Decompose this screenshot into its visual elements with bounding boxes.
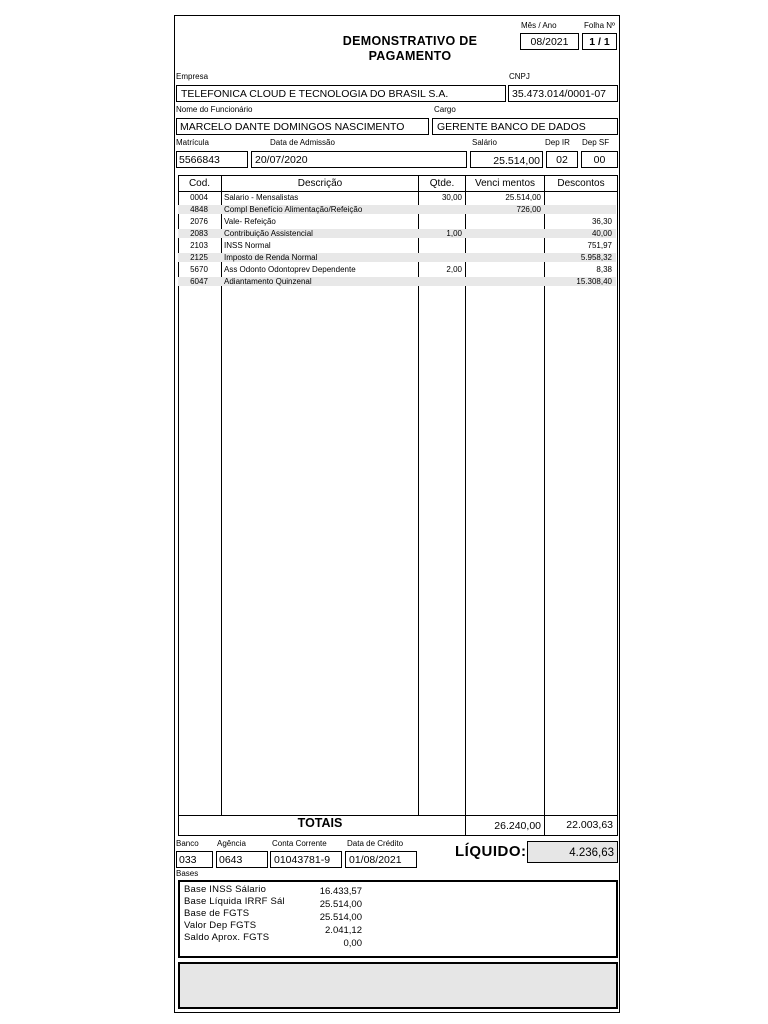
row-desc: Compl Benefício Alimentação/Refeição — [224, 205, 363, 214]
base-item-value: 25.514,00 — [319, 912, 362, 923]
row-desc: Imposto de Renda Normal — [224, 253, 318, 262]
col-header-descontos: Descontos — [557, 178, 605, 189]
conta-label: Conta Corrente — [272, 839, 327, 848]
cargo-box — [432, 118, 618, 135]
row-cod: 6047 — [190, 277, 208, 286]
admissao-value: 20/07/2020 — [255, 154, 308, 166]
banco-label: Banco — [176, 839, 199, 848]
row-qtd: 2,00 — [446, 265, 462, 274]
row-qtd: 30,00 — [441, 193, 462, 202]
matricula-label: Matrícula — [176, 138, 209, 147]
conta-box — [270, 851, 342, 868]
dep-sf-label: Dep SF — [582, 138, 610, 147]
base-item-label: Base de FGTS — [184, 908, 250, 919]
row-cod: 2076 — [190, 217, 208, 226]
dep-ir-box — [546, 151, 578, 168]
base-item-value: 0,00 — [343, 938, 362, 949]
matricula-value: 5566843 — [179, 154, 220, 166]
table-row — [178, 193, 616, 202]
cnpj-label: CNPJ — [509, 72, 530, 81]
row-descontos: 5.958,32 — [580, 253, 612, 262]
banco-box — [176, 851, 213, 868]
row-descontos: 40,00 — [591, 229, 612, 238]
row-descontos: 36,30 — [591, 217, 612, 226]
table-header-divider — [178, 191, 618, 192]
table-row — [178, 217, 616, 226]
row-desc: Ass Odonto Odontoprev Dependente — [224, 265, 356, 274]
base-item-label: Base Líquida IRRF Sál — [184, 896, 285, 907]
nome-value: MARCELO DANTE DOMINGOS NASCIMENTO — [180, 121, 405, 133]
cargo-value: GERENTE BANCO DE DADOS — [437, 121, 586, 133]
row-desc: INSS Normal — [224, 241, 271, 250]
mes-ano-value: 08/2021 — [530, 36, 569, 48]
folha-label: Folha Nº — [584, 21, 615, 30]
empresa-label: Empresa — [176, 72, 209, 81]
row-cod: 2083 — [190, 229, 208, 238]
cnpj-box — [508, 85, 618, 102]
mes-ano-label: Mês / Ano — [521, 21, 557, 30]
col-header-descricao: Descrição — [297, 178, 343, 189]
nome-box — [176, 118, 429, 135]
row-qtd: 1,00 — [446, 229, 462, 238]
row-descontos: 8,38 — [596, 265, 612, 274]
col-header-cod: Cod. — [188, 178, 211, 189]
base-item-label: Base INSS Sálario — [184, 884, 267, 895]
admissao-box — [251, 151, 467, 168]
total-vencimentos: 26.240,00 — [494, 820, 541, 832]
salario-label: Salário — [472, 138, 497, 147]
base-item-value: 2.041,12 — [325, 925, 362, 936]
empresa-value: TELEFONICA CLOUD E TECNOLOGIA DO BRASIL S.A. — [181, 88, 449, 100]
dep-ir-value: 02 — [556, 154, 568, 166]
cnpj-value: 35.473.014/0001-07 — [512, 88, 607, 100]
col-header-qtde: Qtde. — [429, 178, 455, 189]
dep-sf-box — [581, 151, 618, 168]
table-row — [178, 229, 616, 238]
table-row — [178, 205, 616, 214]
col-header-vencimentos: Venci mentos — [474, 178, 536, 189]
bases-label: Bases — [176, 869, 199, 878]
credito-label: Data de Crédito — [347, 839, 404, 848]
title-line-2: PAGAMENTO — [368, 49, 452, 63]
folha-value: 1 / 1 — [589, 36, 610, 48]
row-cod: 4848 — [190, 205, 208, 214]
row-cod: 5670 — [190, 265, 208, 274]
credito-value: 01/08/2021 — [349, 854, 402, 866]
agencia-label: Agência — [217, 839, 246, 848]
salario-value: 25.514,00 — [493, 155, 540, 167]
row-descontos: 15.308,40 — [576, 277, 612, 286]
items-table — [178, 175, 618, 836]
row-venc: 25.514,00 — [505, 193, 541, 202]
table-row — [178, 241, 616, 250]
row-cod: 0004 — [190, 193, 208, 202]
base-item-value: 16.433,57 — [319, 886, 362, 897]
conta-value: 01043781-9 — [274, 854, 331, 866]
nome-label: Nome do Funcionário — [176, 105, 253, 114]
liquido-label: LÍQUIDO: — [455, 843, 527, 860]
title-line-1: DEMONSTRATIVO DE — [342, 34, 478, 48]
empresa-box — [176, 85, 506, 102]
agencia-box — [216, 851, 268, 868]
col-divider-4 — [544, 175, 545, 836]
row-venc: 726,00 — [516, 205, 541, 214]
row-cod: 2125 — [190, 253, 208, 262]
total-descontos: 22.003,63 — [566, 819, 613, 831]
admissao-label: Data de Admissão — [270, 138, 335, 147]
matricula-box — [176, 151, 248, 168]
liquido-box — [527, 841, 618, 863]
banco-value: 033 — [179, 854, 197, 866]
row-desc: Contribuição Assistencial — [224, 229, 313, 238]
col-divider-3 — [465, 175, 466, 836]
row-cod: 2103 — [190, 241, 208, 250]
agencia-value: 0643 — [219, 854, 243, 866]
table-row — [178, 277, 616, 286]
dep-ir-label: Dep IR — [545, 138, 570, 147]
totais-label: TOTAIS — [297, 816, 343, 830]
folha-box — [582, 33, 617, 50]
base-item-label: Saldo Aprox. FGTS — [184, 932, 270, 943]
mes-ano-box — [520, 33, 579, 50]
document-title — [330, 34, 490, 64]
table-row — [178, 265, 616, 274]
base-item-label: Valor Dep FGTS — [184, 920, 257, 931]
row-desc: Vale- Refeição — [224, 217, 276, 226]
liquido-value: 4.236,63 — [569, 847, 614, 859]
credito-box — [345, 851, 417, 868]
cargo-label: Cargo — [434, 105, 456, 114]
table-row — [178, 253, 616, 262]
row-desc: Salario - Mensalistas — [224, 193, 299, 202]
salario-box — [470, 151, 543, 168]
dep-sf-value: 00 — [593, 154, 606, 166]
base-item-value: 25.514,00 — [319, 899, 362, 910]
row-descontos: 751,97 — [587, 241, 612, 250]
message-box — [178, 962, 618, 1009]
row-desc: Adiantamento Quinzenal — [224, 277, 312, 286]
